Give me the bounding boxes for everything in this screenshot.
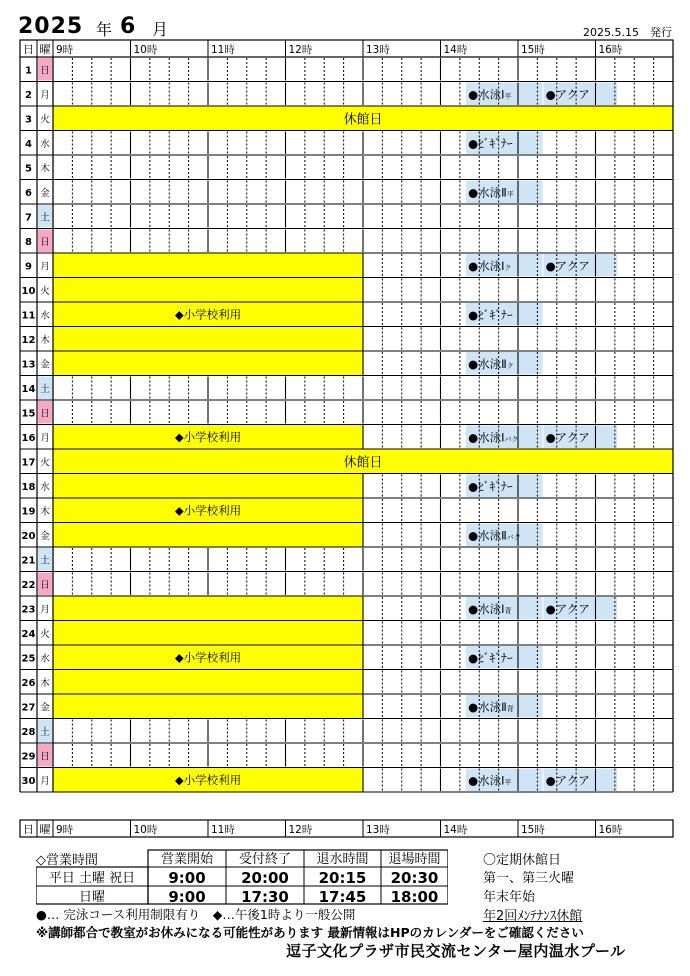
lesson-label: ●アクア	[545, 87, 590, 102]
hours-value: 9:00	[168, 869, 206, 887]
school-use-label: ◆小学校利用	[174, 429, 242, 444]
lesson-label: ●水泳Ⅱバク	[468, 528, 521, 543]
day-number: 21	[21, 555, 36, 567]
hours-value: 18:00	[390, 888, 439, 906]
lesson-label: ●水泳Ⅰ平	[468, 87, 512, 102]
weekday: 日	[40, 236, 50, 248]
day-number: 1	[25, 65, 32, 77]
notice: ※講師都合で教室がお休みになる可能性があります 最新情報はHPのカレンダーをご確認ください	[36, 925, 584, 940]
day-number: 27	[21, 702, 36, 714]
weekday: 月	[40, 604, 50, 616]
weekday: 日	[40, 408, 50, 420]
hours-value: 20:00	[241, 869, 289, 887]
hours-header: 営業開始	[160, 852, 214, 867]
hours-header: 受付終了	[238, 852, 292, 867]
day-number: 4	[25, 138, 32, 150]
closed-line-1: 第一、第三火曜	[483, 871, 575, 886]
lesson-label: ●アクア	[545, 258, 590, 273]
weekday: 木	[40, 163, 50, 175]
school-use-label: ◆小学校利用	[174, 503, 242, 518]
hours-value: 17:30	[241, 888, 289, 906]
month: 6	[120, 14, 136, 39]
weekday: 木	[40, 506, 50, 518]
day-number: 19	[21, 506, 36, 518]
footer-hour-label: 16時	[598, 824, 623, 836]
weekday: 水	[40, 310, 50, 322]
weekday: 木	[40, 677, 50, 689]
closed-day-label: 休館日	[343, 112, 383, 128]
weekday: 月	[40, 775, 50, 787]
day-number: 30	[21, 775, 36, 787]
weekday: 土	[40, 726, 50, 738]
hours-title: ◇営業時間	[36, 853, 98, 868]
header-weekday-label: 曜	[39, 43, 51, 56]
day-number: 14	[21, 383, 36, 395]
day-number: 10	[21, 285, 36, 297]
weekday: 月	[40, 89, 50, 101]
weekday: 土	[40, 212, 50, 224]
weekday: 水	[40, 653, 50, 665]
closed-title: 〇定期休館日	[483, 853, 562, 868]
header-hour-label: 9時	[56, 44, 74, 56]
lesson-label: ●ﾋﾞｷﾞﾅｰ	[468, 136, 513, 151]
lesson-label: ●アクア	[545, 601, 590, 616]
day-number: 29	[21, 751, 36, 763]
footer-hour-label: 10時	[133, 824, 158, 836]
weekday: 金	[40, 702, 50, 714]
lesson-sub-label: ク	[506, 361, 514, 370]
weekday: 金	[40, 187, 50, 199]
day-number: 2	[25, 89, 32, 101]
lesson-label: ●水泳Ⅱ背	[468, 699, 514, 714]
legend: ●… 完泳コース利用制限有り ◆…午後1時より一般公開	[36, 907, 356, 922]
lesson-sub-label: バク	[504, 435, 519, 444]
footer-hour-label: 15時	[521, 824, 545, 836]
lesson-sub-label: 背	[506, 704, 514, 713]
day-number: 7	[25, 212, 32, 224]
lesson-sub-label: バク	[506, 533, 521, 542]
day-number: 11	[21, 310, 36, 322]
day-number: 18	[21, 481, 36, 493]
weekday: 金	[40, 359, 50, 371]
lesson-label: ●水泳Ⅰバク	[468, 430, 519, 445]
year: 2025	[18, 14, 84, 39]
day-number: 22	[21, 579, 36, 591]
day-number: 6	[25, 187, 32, 199]
hours-value: 20:15	[318, 869, 367, 887]
weekday: 火	[40, 285, 50, 297]
day-number: 9	[25, 261, 32, 273]
footer-hour-label: 13時	[366, 824, 390, 836]
lesson-sub-label: 背	[504, 606, 512, 615]
lesson-label: ●ﾋﾞｷﾞﾅｰ	[468, 479, 513, 494]
footer-hour-label: 14時	[443, 824, 468, 836]
lesson-label: ●アクア	[545, 430, 590, 445]
footer-row	[20, 820, 673, 837]
lesson-label: ●水泳Ⅱ平	[468, 185, 514, 200]
hours-table	[36, 848, 448, 906]
header-hour-label: 14時	[443, 44, 468, 56]
weekday: 水	[40, 138, 50, 150]
day-number: 13	[21, 359, 36, 371]
weekday: 金	[40, 530, 50, 542]
lesson-label: ●水泳Ⅱク	[468, 356, 514, 371]
day-number: 16	[21, 432, 36, 444]
lesson-sub-label: 平	[504, 92, 512, 101]
day-number: 5	[25, 163, 32, 175]
weekday: 木	[40, 334, 50, 346]
hours-header: 退水時間	[316, 852, 369, 867]
day-number: 3	[25, 114, 32, 126]
lesson-label: ●水泳Ⅰ平	[468, 773, 512, 788]
lesson-label: ●アクア	[545, 773, 590, 788]
day-number: 8	[25, 236, 32, 248]
facility-name: 逗子文化プラザ市民交流センター屋内温水プール	[286, 942, 626, 960]
header-hour-label: 10時	[133, 44, 158, 56]
weekday: 月	[40, 261, 50, 273]
weekday: 日	[40, 65, 50, 77]
day-number: 23	[21, 604, 36, 616]
hours-value: 17:45	[318, 888, 367, 906]
weekday: 火	[40, 114, 50, 126]
header-row	[20, 40, 673, 57]
weekday: 水	[40, 481, 50, 493]
school-use-label: ◆小学校利用	[174, 772, 242, 787]
day-number: 20	[21, 530, 36, 542]
day-number: 12	[21, 334, 36, 346]
header-hour-label: 11時	[211, 44, 235, 56]
issued-date: 2025.5.15 発行	[583, 26, 672, 39]
header-hour-label: 12時	[288, 44, 313, 56]
closed-line-3: 年2回ﾒﾝﾃﾅﾝｽ休館	[483, 909, 583, 924]
day-number: 25	[21, 653, 36, 665]
hours-row-label: 平日 土曜 祝日	[48, 871, 136, 886]
weekday: 月	[40, 432, 50, 444]
day-number: 28	[21, 726, 36, 738]
header-day-label: 日	[23, 43, 34, 56]
lesson-label: ●ﾋﾞｷﾞﾅｰ	[468, 650, 513, 665]
year-unit: 年	[96, 20, 113, 39]
footer-weekday-label: 曜	[39, 823, 51, 836]
lesson-label: ●水泳Ⅰク	[468, 258, 512, 273]
day-number: 26	[21, 677, 36, 689]
footer-hour-label: 9時	[56, 824, 74, 836]
weekday: 日	[40, 751, 50, 763]
footer-hour-label: 12時	[288, 824, 313, 836]
header-hour-label: 16時	[598, 44, 623, 56]
weekday: 火	[40, 457, 50, 469]
day-number: 17	[21, 457, 36, 469]
lesson-sub-label: 平	[506, 190, 514, 199]
closed-line-2: 年末年始	[483, 890, 536, 905]
hours-row-label: 日曜	[78, 890, 106, 905]
lesson-label: ●水泳Ⅰ背	[468, 601, 512, 616]
hours-value: 20:30	[390, 869, 439, 887]
day-number: 15	[21, 408, 36, 420]
hours-value: 9:00	[168, 888, 206, 906]
school-use-label: ◆小学校利用	[174, 307, 242, 322]
lesson-label: ●ﾋﾞｷﾞﾅｰ	[468, 307, 513, 322]
school-use-label: ◆小学校利用	[174, 650, 242, 665]
day-number: 24	[21, 628, 36, 640]
header-hour-label: 15時	[521, 44, 545, 56]
closed-day-label: 休館日	[343, 455, 383, 471]
header-hour-label: 13時	[366, 44, 390, 56]
hours-header: 退場時間	[388, 852, 441, 867]
lesson-sub-label: 平	[504, 778, 512, 787]
footer-day-label: 日	[23, 823, 34, 836]
lesson-sub-label: ク	[504, 263, 512, 272]
weekday: 火	[40, 628, 50, 640]
footer-hour-label: 11時	[211, 824, 235, 836]
weekday: 土	[40, 383, 50, 395]
weekday: 日	[40, 579, 50, 591]
weekday: 土	[40, 555, 50, 567]
month-unit: 月	[152, 20, 169, 39]
